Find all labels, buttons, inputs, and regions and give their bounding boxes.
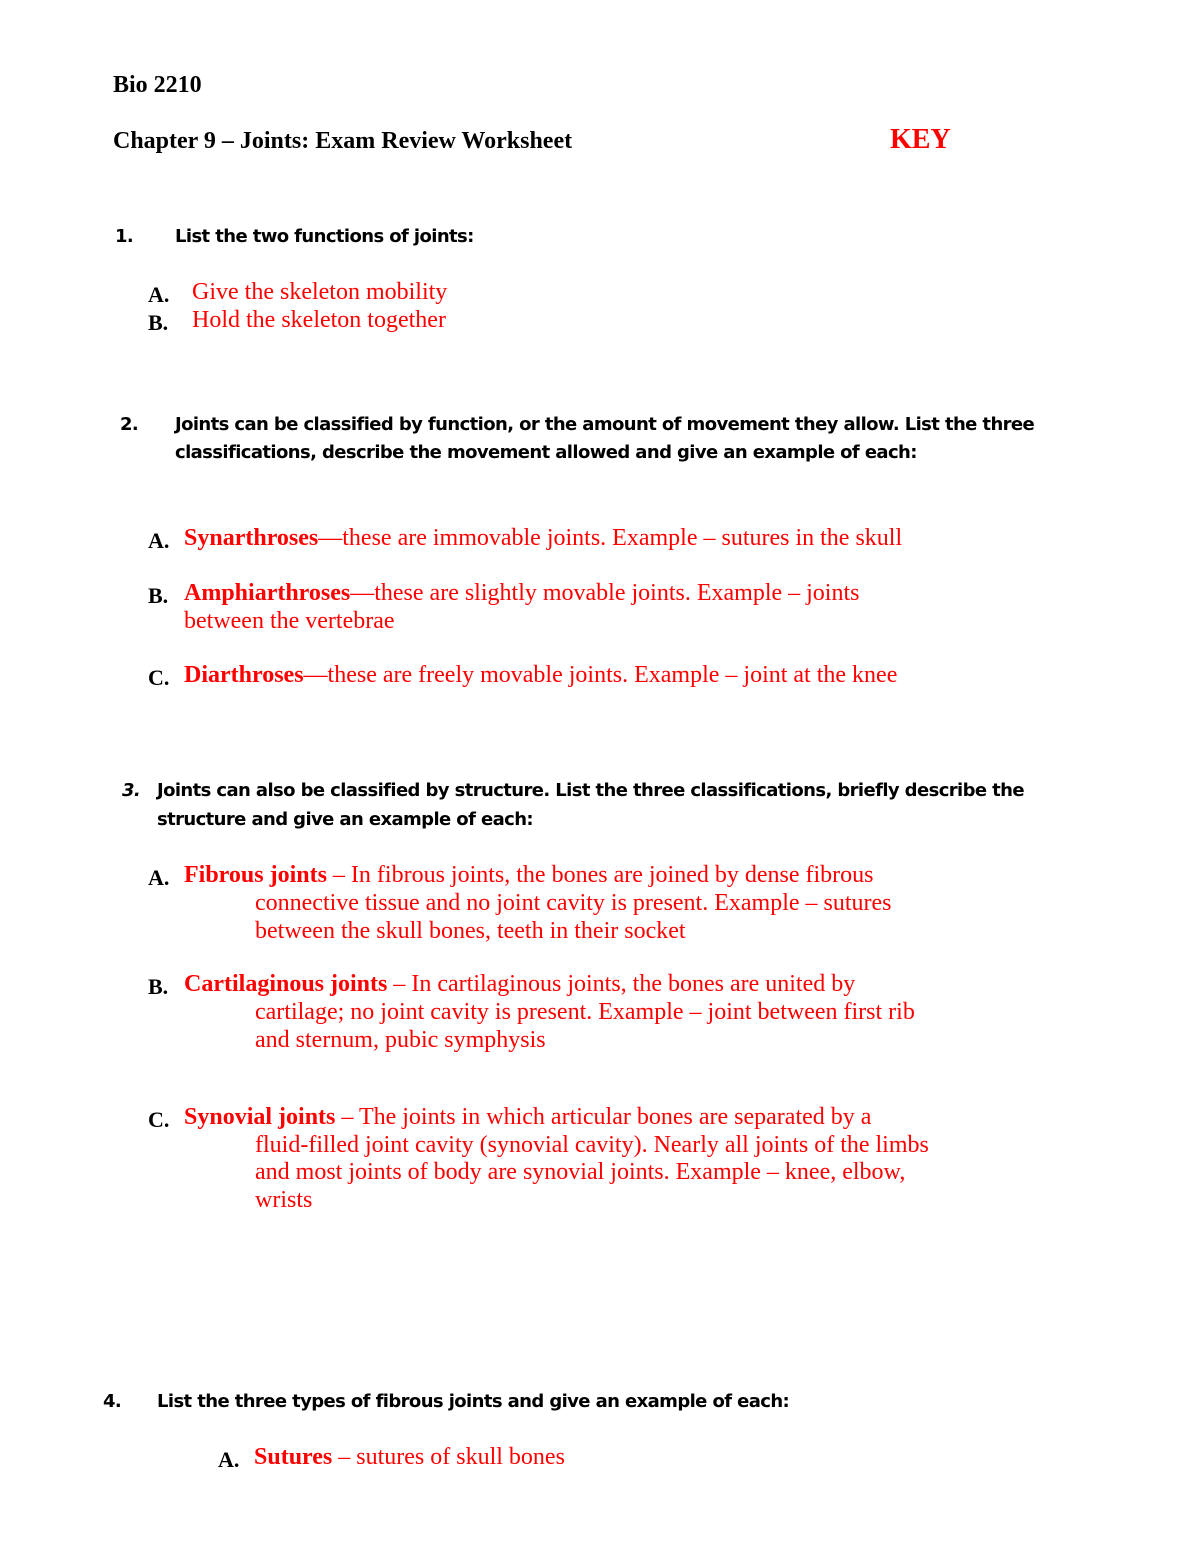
q1-answer-b-letter: B.	[148, 310, 169, 335]
question-1-prompt: List the two functions of joints:	[175, 226, 474, 247]
q3-answer-c-term: Synovial joints	[184, 1104, 336, 1130]
question-3-prompt-line-1: Joints can also be classified by structure. List the three classifications, briefly describe the	[157, 780, 1024, 801]
q1-answer-a-letter: A.	[148, 282, 170, 307]
q2-answer-b-letter: B.	[148, 583, 169, 608]
course-code: Bio 2210	[113, 72, 202, 98]
q3-answer-a-line-3: between the skull bones, teeth in their socket	[255, 918, 686, 944]
q3-answer-c: Synovial joints – The joints in which articular bones are separated by a	[184, 1104, 872, 1130]
q4-answer-a: Sutures – sutures of skull bones	[254, 1444, 565, 1470]
q3-answer-c-letter: C.	[148, 1107, 170, 1132]
question-3-prompt-line-2: structure and give an example of each:	[157, 809, 534, 830]
q2-answer-a: Synarthroses—these are immovable joints. Example – sutures in the skull	[184, 525, 903, 551]
question-2-prompt-line-1: Joints can be classified by function, or the amount of movement they allow. List the three	[175, 414, 1035, 435]
q2-answer-a-term: Synarthroses	[184, 525, 319, 551]
q3-answer-a-line-2: connective tissue and no joint cavity is present. Example – sutures	[255, 890, 892, 916]
q2-answer-b-continued: between the vertebrae	[184, 608, 395, 634]
q1-answer-a: Give the skeleton mobility	[192, 279, 448, 305]
question-3-number: 3.	[122, 780, 141, 801]
question-1-number: 1.	[115, 226, 134, 247]
q3-answer-a: Fibrous joints – In fibrous joints, the bones are joined by dense fibrous	[184, 862, 874, 888]
q3-answer-b-letter: B.	[148, 974, 169, 999]
worksheet-title: Chapter 9 – Joints: Exam Review Worksheet	[113, 128, 573, 154]
question-4-number: 4.	[103, 1391, 122, 1412]
question-2-prompt-line-2: classifications, describe the movement allowed and give an example of each:	[175, 442, 917, 463]
q3-answer-a-term: Fibrous joints	[184, 862, 327, 888]
q2-answer-c-term: Diarthroses	[184, 662, 304, 688]
question-2-number: 2.	[120, 414, 139, 435]
q2-answer-b: Amphiarthroses—these are slightly movable joints. Example – joints	[184, 580, 860, 606]
q2-answer-a-letter: A.	[148, 528, 170, 553]
q3-answer-c-line-3: and most joints of body are synovial joints. Example – knee, elbow,	[255, 1159, 906, 1185]
question-4-prompt: List the three types of fibrous joints and give an example of each:	[157, 1391, 790, 1412]
q2-answer-c-letter: C.	[148, 665, 170, 690]
q1-answer-b: Hold the skeleton together	[192, 307, 446, 333]
q3-answer-b-line-3: and sternum, pubic symphysis	[255, 1027, 546, 1053]
q4-answer-a-term: Sutures	[254, 1444, 333, 1470]
q4-answer-a-letter: A.	[218, 1447, 240, 1472]
q3-answer-b-line-2: cartilage; no joint cavity is present. Example – joint between first rib	[255, 999, 915, 1025]
q2-answer-b-term: Amphiarthroses	[184, 580, 351, 606]
q2-answer-c: Diarthroses—these are freely movable joints. Example – joint at the knee	[184, 662, 898, 688]
q3-answer-b: Cartilaginous joints – In cartilaginous joints, the bones are united by	[184, 971, 856, 997]
q3-answer-c-line-4: wrists	[255, 1187, 313, 1213]
q3-answer-b-term: Cartilaginous joints	[184, 971, 388, 997]
key-label: KEY	[890, 124, 951, 155]
q3-answer-a-letter: A.	[148, 865, 170, 890]
q3-answer-c-line-2: fluid-filled joint cavity (synovial cavity). Nearly all joints of the limbs	[255, 1132, 929, 1158]
